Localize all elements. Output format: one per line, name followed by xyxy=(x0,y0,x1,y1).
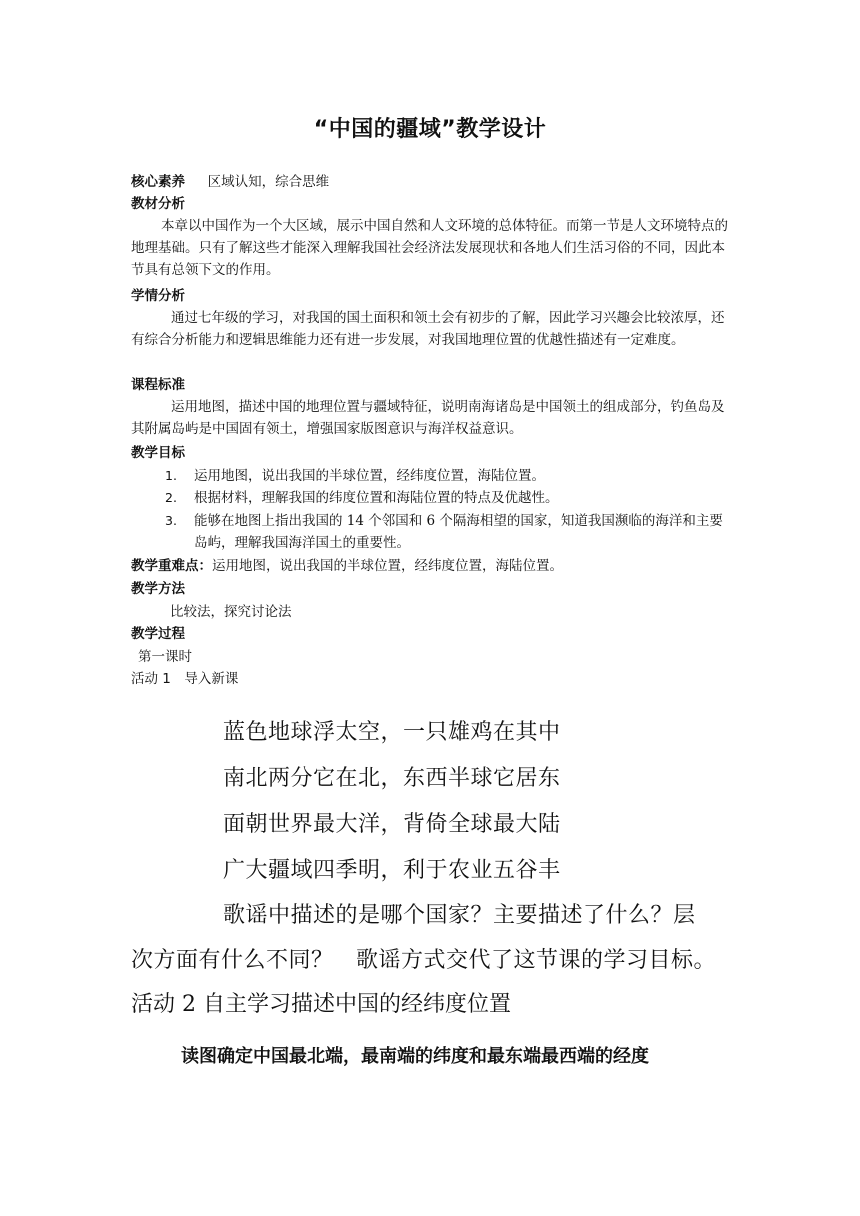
curriculum-standard-heading: 课程标准 xyxy=(131,377,185,393)
goal-text: 运用地图，说出我国的半球位置，经纬度位置，海陆位置。 xyxy=(194,468,545,484)
goal-item xyxy=(165,487,735,509)
lesson-label: 第一课时 xyxy=(138,649,192,665)
core-literacy-row xyxy=(131,171,329,193)
teaching-process-heading: 教学过程 xyxy=(131,626,185,642)
poem-line: 广大疆域四季明，利于农业五谷丰 xyxy=(223,858,561,883)
poem-line: 南北两分它在北，东西半球它居东 xyxy=(223,766,561,791)
question-line-2: 次方面有什么不同？ 歌谣方式交代了这节课的学习目标。 xyxy=(131,948,717,973)
goal-item xyxy=(165,465,735,487)
learner-analysis-heading: 学情分析 xyxy=(131,288,185,304)
textbook-analysis-text: 本章以中国作为一个大区域，展示中国自然和人文环境的总体特征。而第一节是人文环境特点的地理基础。只有了解这些才能深入理解我国社会经济法发展现状和各地人们生活习俗的不同，因此本节具有总领下文的作用。 xyxy=(131,218,728,278)
curriculum-standard-section xyxy=(131,396,731,440)
teaching-goals-heading: 教学目标 xyxy=(131,445,185,461)
core-literacy-value: 区域认知，综合思维 xyxy=(207,174,330,190)
goal-item xyxy=(165,510,735,554)
activity-2-label: 活动 2 自主学习描述中国的经纬度位置 xyxy=(131,992,511,1017)
goal-number: 3. xyxy=(165,513,177,528)
learner-analysis-text: 通过七年级的学习，对我国的国土面积和领土会有初步的了解，因此学习兴趣会比较浓厚，还有综合分析能力和逻辑思维能力还有进一步发展，对我国地理位置的优越性描述有一定难度。 xyxy=(131,310,725,348)
question-line-1: 歌谣中描述的是哪个国家？主要描述了什么？层 xyxy=(223,903,696,928)
key-points-text: 运用地图，说出我国的半球位置，经纬度位置，海陆位置。 xyxy=(212,558,563,574)
curriculum-standard-text: 运用地图，描述中国的地理位置与疆域特征，说明南海诸岛是中国领土的组成部分，钓鱼岛及其附属岛屿是中国固有领土，增强国家版图意识与海洋权益意识。 xyxy=(131,399,725,437)
document-title: “中国的疆域”教学设计 xyxy=(313,117,547,142)
key-points-row xyxy=(131,555,741,577)
poem-line: 蓝色地球浮太空，一只雄鸡在其中 xyxy=(223,720,561,745)
learner-analysis-section xyxy=(131,307,731,351)
poem-line: 面朝世界最大洋，背倚全球最大陆 xyxy=(223,812,561,837)
goal-text: 根据材料，理解我国的纬度位置和海陆位置的特点及优越性。 xyxy=(194,490,559,506)
map-reading-instruction: 读图确定中国最北端，最南端的纬度和最东端最西端的经度 xyxy=(181,1046,649,1067)
goal-text: 能够在地图上指出我国的 14 个邻国和 6 个隔海相望的国家，知道我国濒临的海洋和主要岛屿，理解我国海洋国土的重要性。 xyxy=(194,513,723,551)
textbook-analysis-heading: 教材分析 xyxy=(131,196,185,212)
teaching-method-heading: 教学方法 xyxy=(131,581,185,597)
key-points-label: 教学重难点： xyxy=(131,558,212,574)
core-literacy-label: 核心素养 xyxy=(131,174,185,190)
goal-number: 1. xyxy=(165,468,177,483)
goal-number: 2. xyxy=(165,490,177,505)
teaching-method-text: 比较法，探究讨论法 xyxy=(170,604,292,620)
textbook-analysis-section xyxy=(131,215,731,281)
activity-1-label: 活动 1 导入新课 xyxy=(131,671,239,687)
